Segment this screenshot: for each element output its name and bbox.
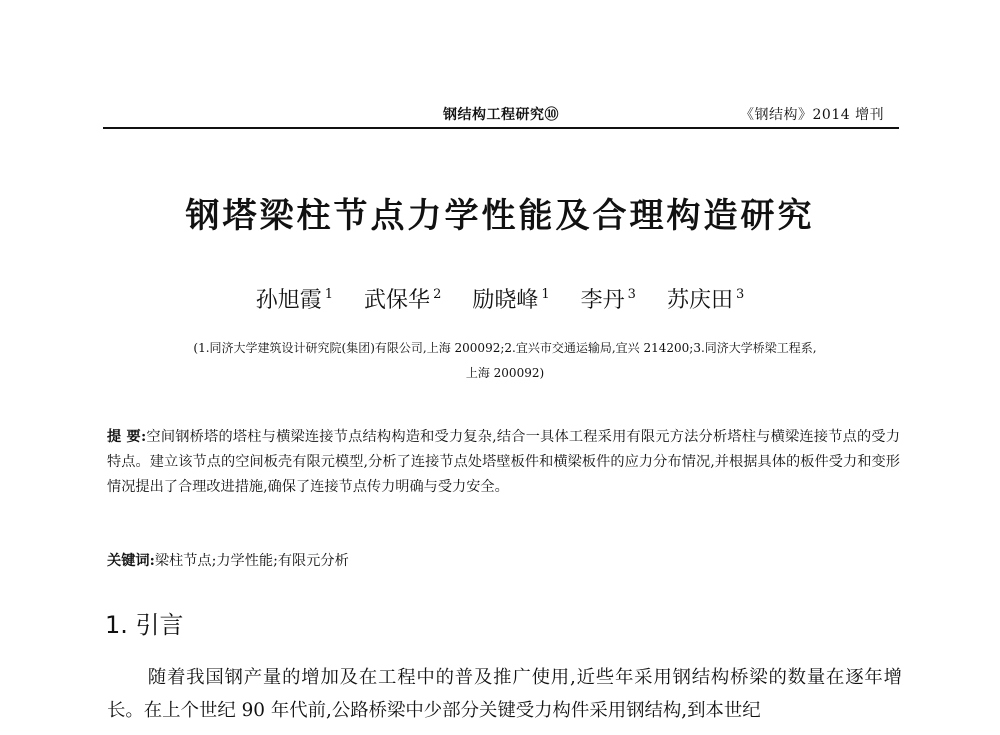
author-affil-mark: 3 (735, 287, 745, 302)
header-rule (103, 127, 899, 129)
author-name: 励晓峰 (472, 288, 539, 313)
author-name: 孙旭霞 (255, 288, 322, 313)
author-affil-mark: 2 (433, 287, 442, 302)
affiliation-line: 上海 200092) (465, 366, 545, 380)
abstract (107, 425, 900, 500)
author (667, 288, 744, 313)
running-header-journal: 《钢结构》2014 增刊 (740, 107, 885, 123)
body-paragraph-text: 随着我国钢产量的增加及在工程中的普及推广使用,近些年采用钢结构桥梁的数量在逐年增长。在上个世纪 90 年代前,公路桥梁中少部分关键受力构件采用钢结构,到本世纪 (107, 667, 902, 721)
keywords (107, 549, 900, 574)
author-name: 李丹 (580, 288, 625, 313)
author (364, 288, 441, 313)
author (256, 288, 333, 313)
author-list (0, 283, 1000, 314)
running-header-series: 钢结构工程研究⑩ (443, 107, 559, 123)
affiliation-line: (1.同济大学建筑设计研究院(集团)有限公司,上海 200092;2.宜兴市交通运输局,宜兴 214200;3.同济大学桥梁工程系, (193, 341, 817, 355)
abstract-text: 空间钢桥塔的塔柱与横梁连接节点结构构造和受力复杂,结合一具体工程采用有限元方法分析塔柱与横梁连接节点的受力特点。建立该节点的空间板壳有限元模型,分析了连接节点处塔壁板件和横梁板件的应力分布情况,并根据具体的板件受力和变形情况提出了合理改进措施,确保了连接节点传力明确与受力安全。 (107, 429, 901, 495)
keywords-text: 梁柱节点;力学性能;有限元分析 (154, 553, 349, 569)
affiliations (110, 336, 900, 386)
body-paragraph (107, 661, 902, 727)
author-affil-mark: 1 (324, 287, 334, 302)
author-affil-mark: 3 (627, 287, 636, 302)
section-heading: 1. 引言 (105, 611, 184, 639)
paper-title: 钢塔梁柱节点力学性能及合理构造研究 (185, 196, 815, 236)
author-name: 苏庆田 (666, 288, 733, 313)
abstract-label: 提 要: (107, 429, 147, 445)
author (472, 288, 549, 313)
keywords-label: 关键词: (107, 553, 155, 569)
author (581, 288, 636, 313)
author-affil-mark: 1 (541, 287, 550, 302)
author-name: 武保华 (364, 288, 431, 313)
